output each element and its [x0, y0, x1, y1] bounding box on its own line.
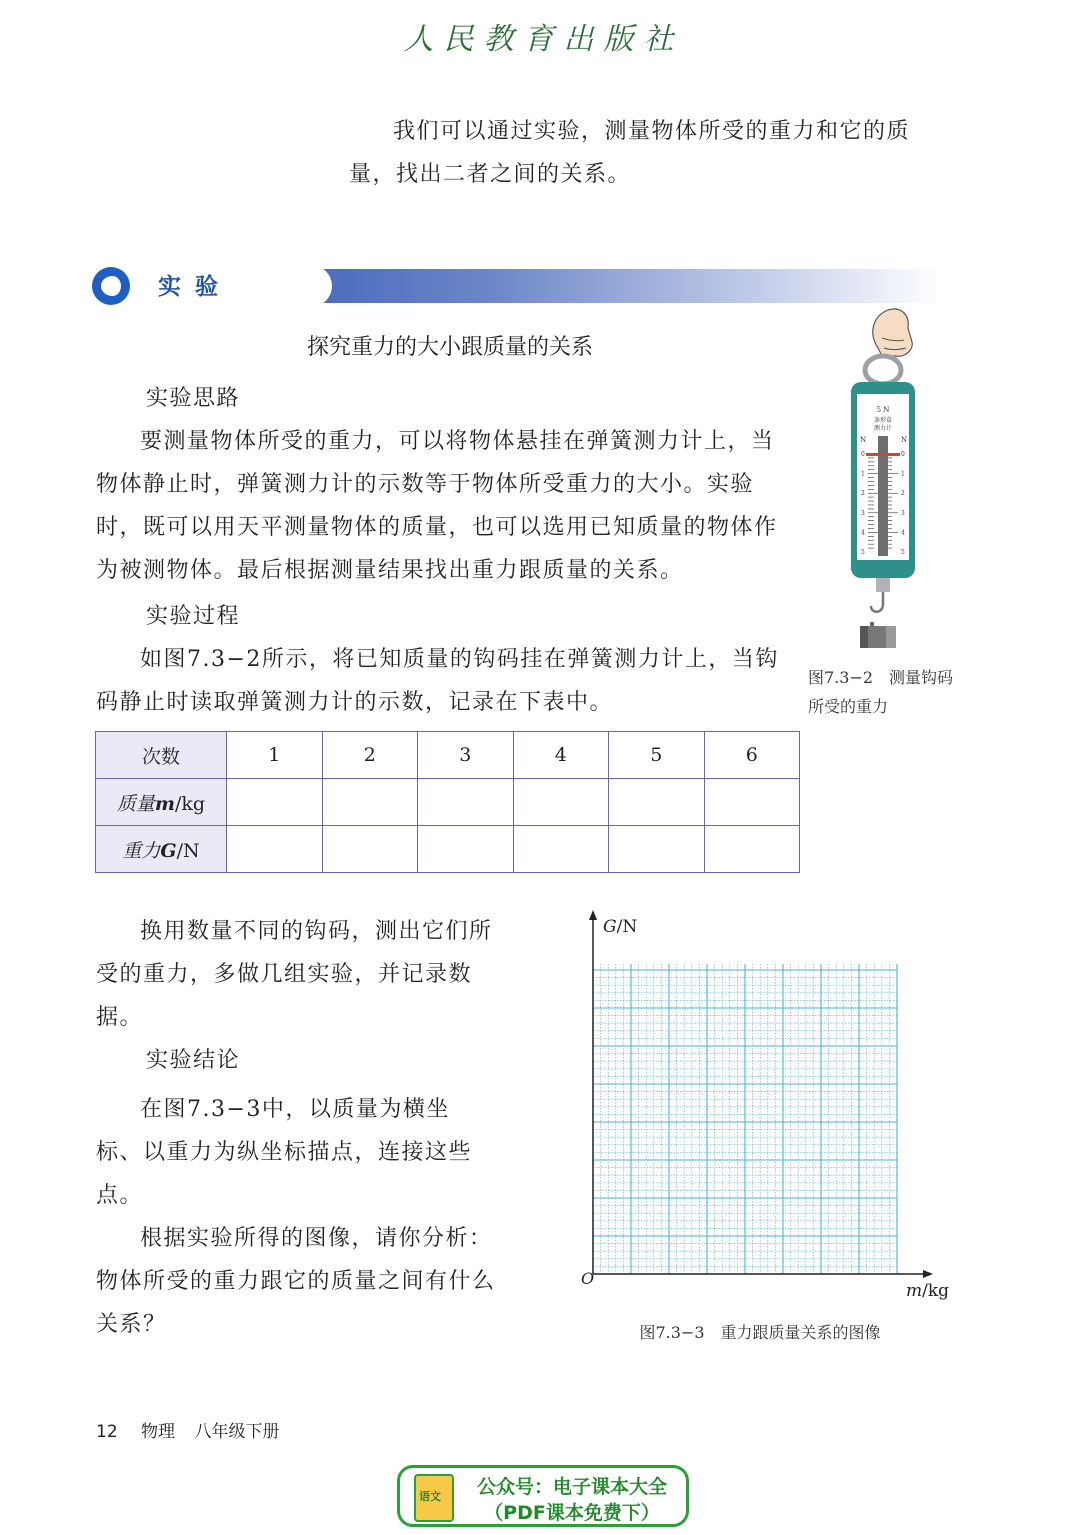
publisher-logo: 人民教育出版社 — [403, 22, 684, 57]
scale-tick-label: 5 — [901, 549, 905, 556]
page-footer — [96, 1417, 279, 1442]
footer-subject: 物理 — [141, 1422, 176, 1442]
table-row-mass — [96, 779, 800, 826]
table-cell — [513, 826, 609, 873]
conclusion-text: 在图7.3−3中，以质量为横坐标、以重力为纵坐标描点，连接这些点。 — [96, 1097, 473, 1208]
scale-name-1: 条形盒 — [873, 417, 893, 424]
table-cell — [227, 826, 323, 873]
figure-7-3-2-caption: 图7.3−2 测量钩码所受的重力 — [808, 668, 954, 716]
conclusion-heading: 实验结论 — [146, 1048, 241, 1073]
process-heading: 实验过程 — [146, 604, 241, 629]
table-cell — [322, 826, 418, 873]
table-cell — [418, 779, 514, 826]
mass-gravity-graph — [575, 908, 950, 1308]
page-number: 12 — [96, 1422, 118, 1442]
table-col-header: 6 — [704, 732, 800, 779]
table-col-header: 3 — [418, 732, 514, 779]
table-cell — [418, 826, 514, 873]
intro-line-2: 量，找出二者之间的关系。 — [349, 162, 632, 187]
footer-grade: 八年级下册 — [194, 1422, 280, 1442]
question-paragraph — [96, 1217, 496, 1346]
table-header-row — [96, 732, 800, 779]
intro-paragraph — [349, 110, 959, 196]
x-axis-arrow — [923, 1270, 933, 1278]
scale-ring — [865, 356, 901, 384]
scale-tick-label: 4 — [861, 529, 865, 537]
y-axis-label: G/N — [603, 917, 638, 937]
scale-tick-label: 2 — [901, 490, 905, 498]
hook-icon — [871, 592, 883, 612]
scale-tick-label: 0 — [861, 451, 865, 458]
scale-tick-label: 0 — [901, 451, 905, 458]
question-text: 根据实验所得的图像，请你分析：物体所受的重力跟它的质量之间有什么关系？ — [96, 1226, 496, 1337]
scale-unit-right: N — [901, 436, 908, 444]
figure-7-3-3-caption: 图7.3−3 重力跟质量关系的图像 — [639, 1323, 881, 1342]
scale-tick-label: 1 — [861, 470, 865, 478]
table-cell — [704, 779, 800, 826]
origin-label: O — [581, 1269, 595, 1288]
conclusion-paragraph — [96, 1088, 496, 1217]
y-axis-arrow — [589, 910, 597, 920]
scale-top-label: 5 N — [876, 406, 890, 414]
idea-text: 要测量物体所受的重力，可以将物体悬挂在弹簧测力计上，当物体静止时，弹簧测力计的示数等于物体所受重力的大小。实验时，既可以用天平测量物体的质量，也可以选用已知质量的物体作为被测物体。最后根据测量结果找出重力跟质量的关系。 — [96, 429, 778, 583]
scale-tick-label: 4 — [901, 529, 905, 537]
scale-pointer — [866, 453, 900, 456]
process-block — [96, 604, 791, 724]
idea-heading: 实验思路 — [146, 386, 241, 411]
x-axis-label: m/kg — [906, 1281, 950, 1301]
badge-line-2: （PDF课本免费下） — [484, 1502, 660, 1524]
scale-name-2: 测力计 — [873, 425, 893, 432]
table-col-header: 4 — [513, 732, 609, 779]
scale-tick-label: 2 — [861, 490, 865, 498]
table-col-header: 1 — [227, 732, 323, 779]
scale-tick-label: 3 — [901, 509, 905, 517]
table-cell — [322, 779, 418, 826]
table-cell — [227, 779, 323, 826]
intro-line-1: 我们可以通过实验，测量物体所受的重力和它的质 — [393, 119, 911, 144]
table-cell — [704, 826, 800, 873]
badge-line-1: 公众号：电子课本大全 — [476, 1476, 667, 1498]
table-col-header: 2 — [322, 732, 418, 779]
scale-hook-base — [876, 578, 890, 592]
section-gradient — [237, 269, 942, 303]
process-text: 如图7.3−2所示，将已知质量的钩码挂在弹簧测力计上，当钩码静止时读取弹簧测力计的示数，记录在下表中。 — [96, 647, 779, 715]
idea-block — [96, 386, 791, 592]
continue-text: 换用数量不同的钩码，测出它们所受的重力，多做几组实验，并记录数据。 — [96, 919, 493, 1030]
scale-tick-label: 1 — [901, 470, 905, 478]
data-table — [95, 731, 800, 873]
scale-unit-left: N — [860, 436, 867, 444]
continue-paragraph — [96, 910, 496, 1082]
table-header-label: 次数 — [96, 732, 227, 779]
section-header-bar — [92, 265, 942, 307]
table-cell — [609, 779, 705, 826]
table-row-label: 重力G/N — [96, 826, 227, 873]
scale-tick-label: 5 — [861, 549, 865, 556]
experiment-title: 探究重力的大小跟质量的关系 — [306, 335, 593, 360]
table-cell — [609, 826, 705, 873]
experiment-icon — [92, 267, 130, 305]
table-cell — [513, 779, 609, 826]
table-row-label: 质量m/kg — [96, 779, 227, 826]
section-label: 实验 — [158, 274, 232, 300]
table-col-header: 5 — [609, 732, 705, 779]
book-icon: 语文 — [414, 1474, 454, 1522]
scale-tick-label: 3 — [861, 509, 865, 517]
spring-scale-figure — [838, 308, 938, 653]
promo-badge[interactable] — [397, 1465, 689, 1527]
table-row-gravity — [96, 826, 800, 873]
